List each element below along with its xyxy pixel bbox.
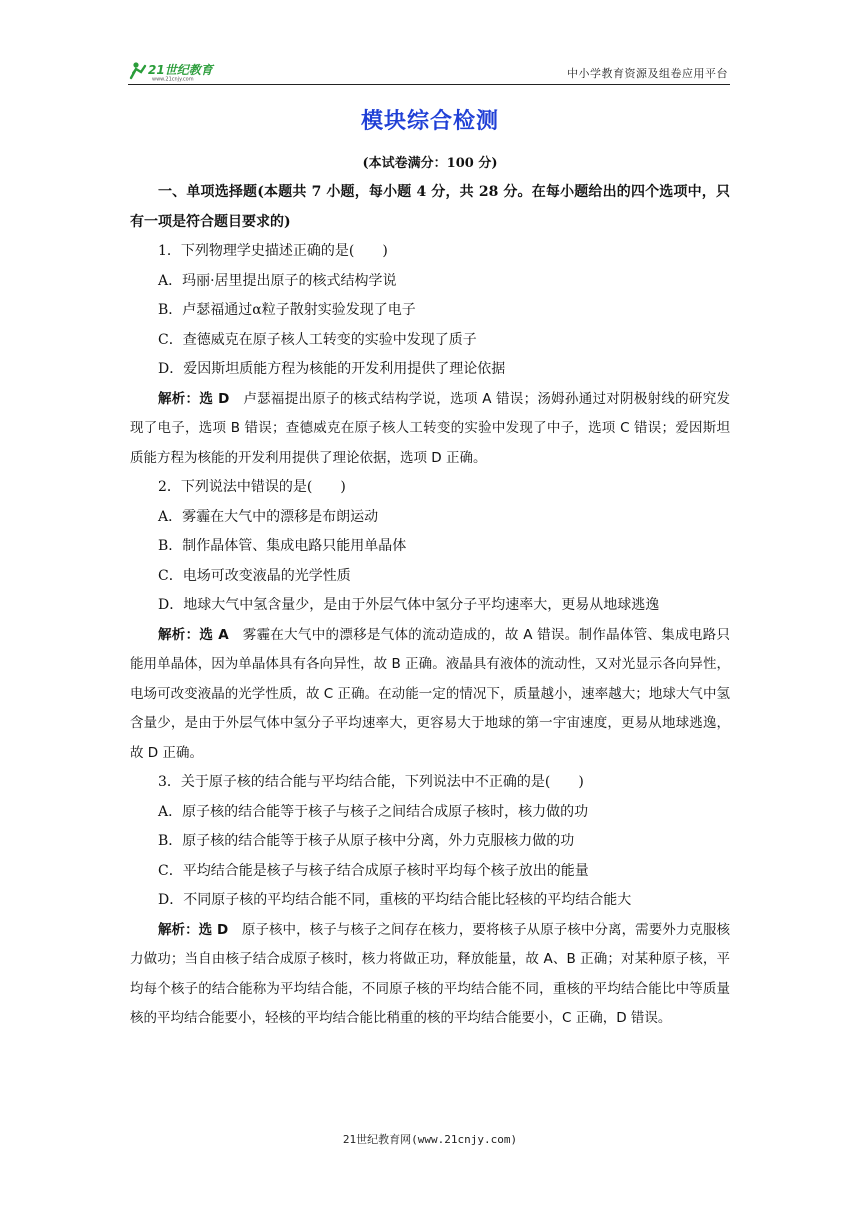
svg-text:www.21cnjy.com: www.21cnjy.com — [152, 76, 194, 82]
page-title: 模块综合检测 — [360, 109, 499, 134]
option-d: D．爱因斯坦质能方程为核能的开发利用提供了理论依据 — [158, 361, 506, 377]
analysis-label: 解析：选 A — [158, 626, 229, 643]
svg-text:21世纪教育: 21世纪教育 — [148, 63, 213, 77]
analysis-label: 解析：选 D — [158, 921, 229, 938]
exam-content — [130, 178, 730, 1034]
question-stem: 3．关于原子核的结合能与平均结合能，下列说法中不正确的是( ) — [158, 774, 584, 790]
option-d: D．不同原子核的平均结合能不同，重核的平均结合能比轻核的平均结合能大 — [158, 892, 632, 908]
option-a: A．雾霾在大气中的漂移是布朗运动 — [158, 508, 379, 525]
option-c: C．电场可改变液晶的光学性质 — [158, 567, 351, 584]
platform-name: 中小学教育资源及组卷应用平台 — [567, 67, 728, 80]
analysis-text: 卢瑟福提出原子的核式结构学说，选项 A 错误；汤姆孙通过对阴极射线的研究发现了电子，选项 B 错误；查德威克在原子核人工转变的实验中发现了中子，选项 C 错误；爱因斯坦质能方程为核能的开发利用提供了理论依据，选项 D 正确。 — [130, 390, 730, 466]
analysis-text: 雾霾在大气中的漂移是气体的流动造成的，故 A 错误。制作晶体管、集成电路只能用单晶体，因为单晶体具有各向异性，故 B 正确。液晶具有液体的流动性，又对光显示各向异性，电场可改变液晶的光学性质，故 C 正确。在动能一定的情况下，质量越小，速率越大；地球大气中氢含量少，是由于外层气体中氢分子平均速率大，更容易大于地球的第一宇宙速度，更易从地球逃逸，故 D 正确。 — [130, 626, 730, 761]
option-b: B．制作晶体管、集成电路只能用单晶体 — [158, 538, 407, 554]
question-stem: 2．下列说法中错误的是( ) — [158, 479, 346, 495]
option-c: C．平均结合能是核子与核子结合成原子核时平均每个核子放出的能量 — [158, 862, 589, 879]
option-a: A．玛丽·居里提出原子的核式结构学说 — [158, 272, 397, 289]
analysis-text: 原子核中，核子与核子之间存在核力，要将核子从原子核中分离，需要外力克服核力做功；当自由核子结合成原子核时，核力将做正功，释放能量，故 A、B 正确；对某种原子核，平均每个核子的结合能称为平均结合能，不同原子核的平均结合能不同，重核的平均结合能比中等质量核的平均结合能要小，轻核的平均结合能比稍重的核的平均结合能要小，C 正确，D 错误。 — [130, 921, 731, 1026]
option-d: D．地球大气中氢含量少，是由于外层气体中氢分子平均速率大，更易从地球逃逸 — [158, 597, 660, 613]
section-heading: 一、单项选择题(本题共 7 小题，每小题 4 分，共 28 分。在每小题给出的四个选项中，只有一项是符合题目要求的) — [130, 184, 730, 230]
analysis-label: 解析：选 D — [158, 390, 230, 407]
logo — [128, 60, 228, 82]
exam-score-note: (本试卷满分：100 分) — [362, 156, 498, 171]
option-c: C．查德威克在原子核人工转变的实验中发现了质子 — [158, 331, 477, 348]
analysis — [130, 621, 730, 769]
option-a: A．原子核的结合能等于核子与核子之间结合成原子核时，核力做的功 — [158, 803, 589, 820]
analysis — [130, 385, 730, 474]
option-b: B．卢瑟福通过α粒子散射实验发现了电子 — [158, 302, 416, 318]
page-header — [128, 60, 730, 85]
option-b: B．原子核的结合能等于核子从原子核中分离，外力克服核力做的功 — [158, 833, 575, 849]
question-stem: 1．下列物理学史描述正确的是( ) — [158, 243, 388, 259]
page-footer: 21世纪教育网(www.21cnjy.com) — [342, 1133, 518, 1146]
analysis — [130, 916, 730, 1034]
runner-logo-icon — [128, 60, 228, 82]
